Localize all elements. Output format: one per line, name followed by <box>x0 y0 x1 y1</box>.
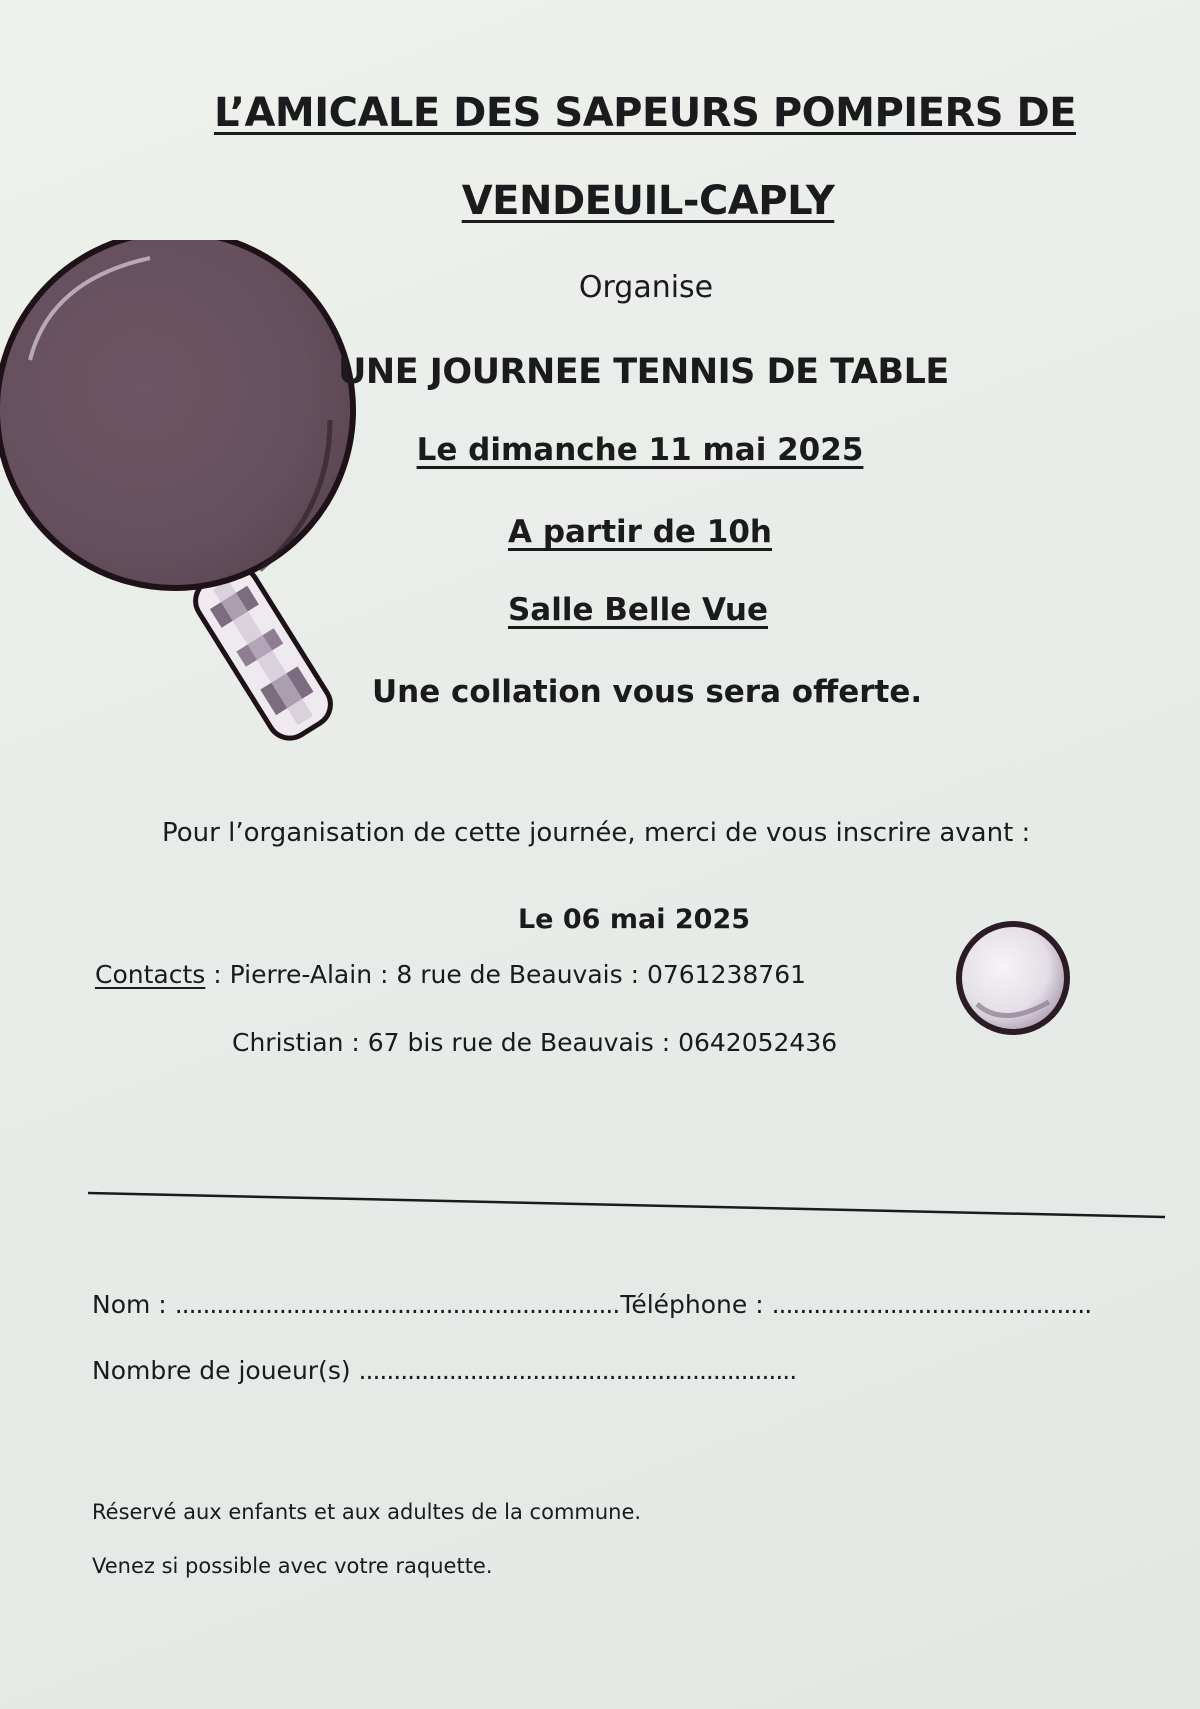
telephone-label: .Téléphone : <box>612 1290 764 1319</box>
organise-text: Organise <box>578 270 714 305</box>
form-row-name-phone <box>92 1290 1091 1319</box>
telephone-field[interactable]: .............................................. <box>771 1290 1092 1319</box>
collation-text: Une collation vous sera offerte. <box>372 674 923 710</box>
registration-deadline: Le 06 mai 2025 <box>517 904 751 935</box>
joueurs-label: Nombre de joueur(s) <box>92 1356 351 1385</box>
registration-note: Pour l’organisation de cette journée, merci de vous inscrire avant : <box>162 818 1031 848</box>
form-row-players <box>92 1356 796 1385</box>
event-title: UNE JOURNEE TENNIS DE TABLE <box>338 352 949 392</box>
contact-pierre-alain: : Pierre-Alain : 8 rue de Beauvais : 0761238761 <box>205 960 807 989</box>
contacts-label: Contacts <box>95 960 206 989</box>
title-line-1: L’AMICALE DES SAPEURS POMPIERS DE <box>213 90 1077 136</box>
event-venue: Salle Belle Vue <box>507 592 769 628</box>
cut-line-divider <box>80 1185 1170 1225</box>
note-racket: Venez si possible avec votre raquette. <box>92 1554 493 1578</box>
note-reserved: Réservé aux enfants et aux adultes de la commune. <box>92 1500 642 1524</box>
title-line-2: VENDEUIL-CAPLY <box>461 178 835 224</box>
ping-pong-ball-icon <box>953 920 1073 1040</box>
event-time: A partir de 10h <box>508 514 772 550</box>
nom-label: Nom : <box>92 1290 167 1319</box>
contact-line-1 <box>95 960 806 989</box>
nom-field[interactable]: ............................................................... <box>174 1290 613 1319</box>
ping-pong-paddle-icon <box>0 240 400 760</box>
event-date: Le dimanche 11 mai 2025 <box>416 432 864 468</box>
contact-christian: Christian : 67 bis rue de Beauvais : 0642052436 <box>232 1028 838 1057</box>
joueurs-field[interactable]: ............................................................... <box>358 1356 797 1385</box>
